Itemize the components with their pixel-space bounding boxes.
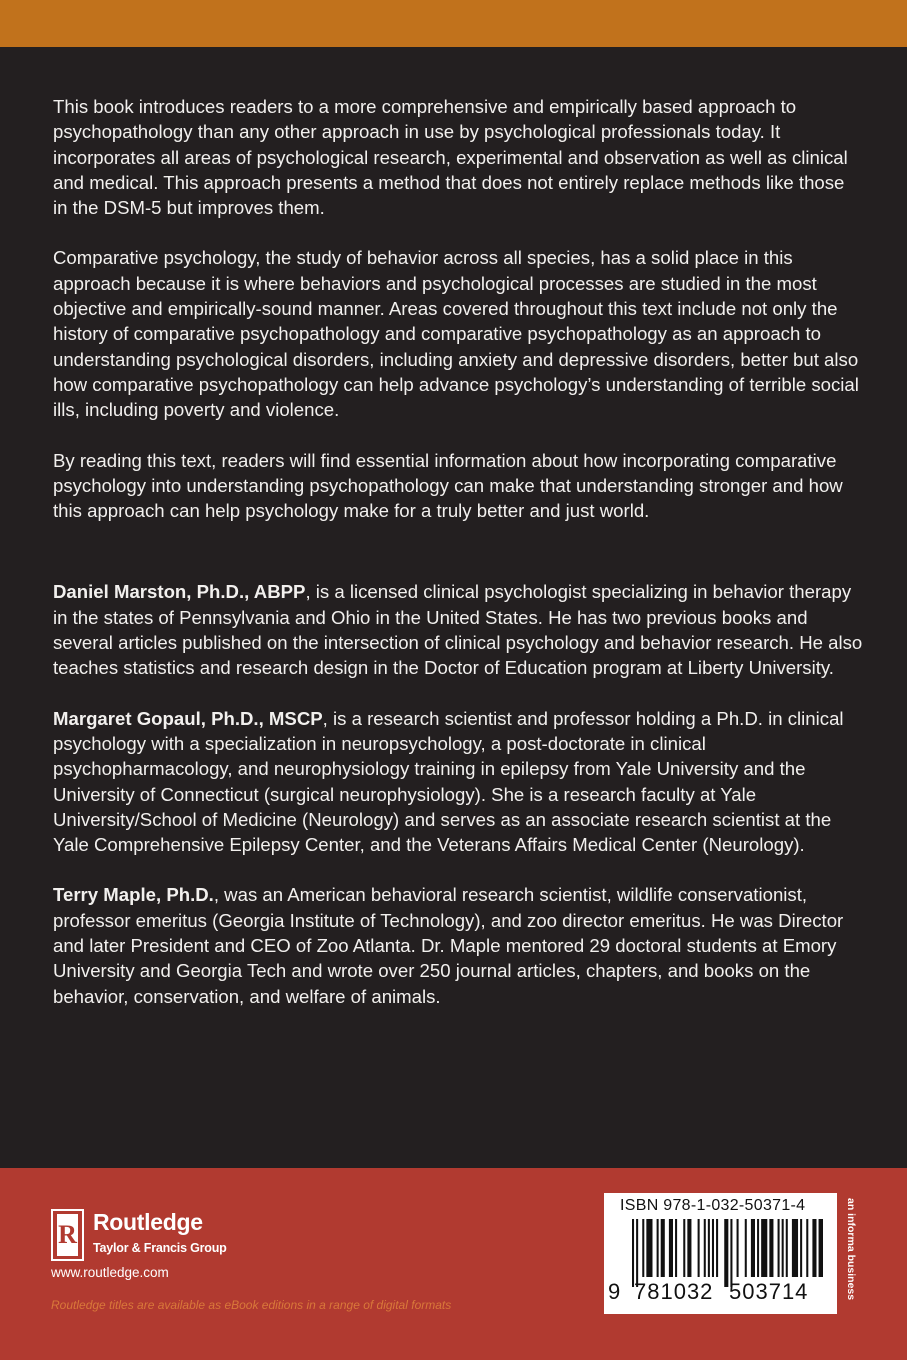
barcode-bar [751, 1219, 755, 1277]
barcode-bar [716, 1219, 718, 1277]
barcode-bar [636, 1219, 638, 1287]
barcode-bar [724, 1219, 728, 1287]
barcode-bar [646, 1219, 652, 1277]
author-bio-3 [53, 882, 863, 1008]
author-name-2: Margaret Gopaul, Ph.D., MSCP [53, 707, 323, 729]
ebook-availability-note: Routledge titles are available as eBook editions in a range of digital formats [51, 1298, 452, 1312]
author-name-3: Terry Maple, Ph.D. [53, 884, 214, 906]
barcode-bar [683, 1219, 685, 1277]
barcode-bar [761, 1219, 767, 1277]
isbn-barcode [604, 1193, 837, 1314]
barcode-bar [737, 1219, 739, 1277]
barcode-bar [792, 1219, 798, 1277]
publisher-name: Routledge [93, 1209, 203, 1235]
barcode-bar [704, 1219, 706, 1277]
barcode-bar [778, 1219, 780, 1277]
author-name-1: Daniel Marston, Ph.D., ABPP [53, 581, 306, 603]
author-bio-2 [53, 706, 863, 858]
barcode-bar [782, 1219, 784, 1277]
barcode-left-digits: 781032 [634, 1279, 714, 1304]
logo-letter: R [58, 1220, 77, 1249]
top-color-band [0, 0, 907, 47]
barcode-bar [712, 1219, 714, 1277]
author-bio-text-3: , was an American behavioral research scientist, wildlife conservationist, professor emeritus (Georgia Institute of Technology), and zoo director emeritus. He was Director and later President and CEO of Zoo Atlanta. Dr. Maple mentored 29 doctoral students at Emory University and Georgia Tech and wrote over 250 journal articles, chapters, and books on the behavior, conservation, and welfare of animals. [53, 884, 844, 1007]
publisher-group: Taylor & Francis Group [93, 1241, 227, 1255]
blurb-paragraph-2: Comparative psychology, the study of behavior across all species, has a solid place in this approach because it is where behaviors and psychological processes are studied in the most objective and empirically-sound manner. Areas covered throughout this text include not only the history of comparative psychopathology and comparative psychopathology as an approach to understanding psychological disorders, including anxiety and depressive disorders, better but also how comparative psychopathology can help advance psychology’s understanding of terrible social ills, including poverty and violence. [53, 247, 859, 421]
back-cover-text [53, 94, 863, 1034]
blurb-paragraph-3: By reading this text, readers will find essential information about how incorporating comparative psychology into understanding psychopathology can make that understanding stronger and how this approach can help psychology make for a truly better and just world. [53, 449, 843, 522]
informa-business-tag: an informa business [845, 1198, 857, 1301]
barcode-bar [698, 1219, 700, 1277]
barcode-bar [769, 1219, 773, 1277]
barcode-bar [657, 1219, 659, 1277]
barcode-bar [730, 1219, 732, 1287]
barcode-bar [800, 1219, 802, 1277]
barcode-bar [819, 1219, 823, 1277]
barcode-bar [687, 1219, 691, 1277]
author-bio-text-2: , is a research scientist and professor holding a Ph.D. in clinical psychology with a specialization in neuropsychology, a post-doctorate in clinical psychopharmacology, and neurophysiology training in epilepsy from Yale University and the University of Connecticut (surgical neurophysiology). She is a research faculty at Yale University/School of Medicine (Neurology) and serves as an associate research scientist at the Yale Comprehensive Epilepsy Center, and the Veterans Affairs Medical Center (Neurology). [53, 707, 844, 856]
barcode-bar [806, 1219, 808, 1277]
barcode-bar [661, 1219, 665, 1277]
barcode-bar [745, 1219, 747, 1277]
barcode-bar [632, 1219, 634, 1287]
blurb-paragraph-1: This book introduces readers to a more comprehensive and empirically based approach to psychopathology than any other approach in use by psychological professionals today. It incorporates all areas of psychological research, experimental and observation as well as clinical and medical. This approach presents a method that does not entirely replace methods like those in the DSM-5 but improves them. [53, 96, 848, 219]
barcode-lead-digit: 9 [608, 1279, 622, 1304]
routledge-logo-icon [51, 1209, 84, 1261]
barcode-right-digits: 503714 [729, 1279, 809, 1304]
publisher-url[interactable]: www.routledge.com [51, 1265, 169, 1280]
barcode-bar [669, 1219, 673, 1277]
barcode-bar [642, 1219, 644, 1277]
barcode-bar [675, 1219, 677, 1277]
author-bio-1 [53, 579, 863, 680]
barcode-bar [757, 1219, 759, 1277]
barcode-bar [786, 1219, 788, 1277]
section-gap [53, 548, 863, 579]
barcode-bar [708, 1219, 710, 1277]
author-bio-text-1: , is a licensed clinical psychologist specializing in behavior therapy in the states of Pennsylvania and Ohio in the United States. He has two previous books and several articles published on the intersection of clinical psychology and behavior research. He also teaches statistics and research design in the Doctor of Education program at Liberty University. [53, 581, 863, 679]
barcode-bar [812, 1219, 816, 1277]
isbn-label: ISBN 978-1-032-50371-4 [620, 1197, 806, 1214]
